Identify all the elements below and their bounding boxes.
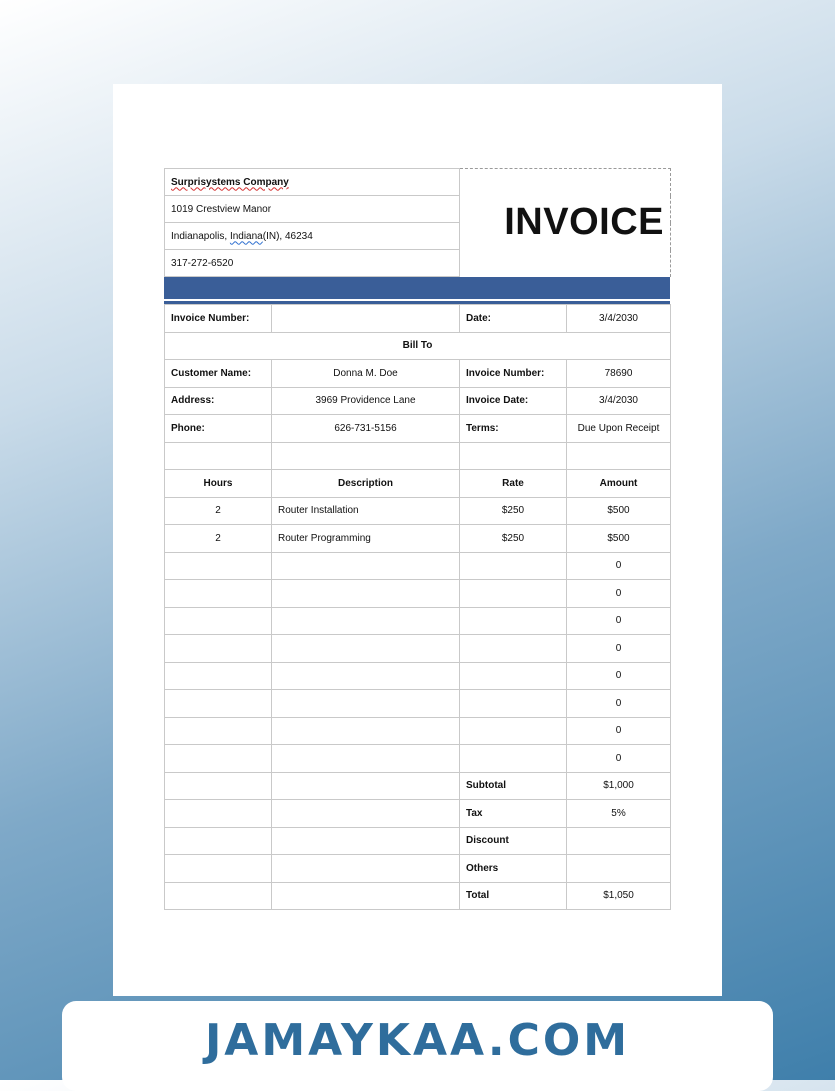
invoice-number-value xyxy=(272,305,460,333)
bill-value: 3969 Providence Lane xyxy=(272,387,460,415)
total-value xyxy=(567,855,671,883)
bill-value2: Due Upon Receipt xyxy=(567,415,671,443)
totals-row xyxy=(165,882,671,910)
total-label: Others xyxy=(460,855,567,883)
item-hours: 2 xyxy=(165,497,272,525)
bill-label2: Invoice Date: xyxy=(460,387,567,415)
empty-cell xyxy=(272,827,460,855)
item-amount: 0 xyxy=(567,580,671,608)
item-description xyxy=(272,717,460,745)
item-rate xyxy=(460,552,567,580)
company-name: Surprisystems Company xyxy=(171,176,289,188)
watermark-banner xyxy=(62,1001,773,1091)
item-amount: 0 xyxy=(567,607,671,635)
totals-row xyxy=(165,855,671,883)
hours-header: Hours xyxy=(165,470,272,498)
item-rate xyxy=(460,580,567,608)
item-hours: 2 xyxy=(165,525,272,553)
item-rate: $250 xyxy=(460,497,567,525)
total-value: $1,050 xyxy=(567,882,671,910)
invoice-sheet xyxy=(164,168,670,910)
item-hours xyxy=(165,717,272,745)
bill-to-row-phone xyxy=(165,415,671,443)
empty-cell xyxy=(272,800,460,828)
table-row xyxy=(165,580,671,608)
table-row xyxy=(165,497,671,525)
item-rate xyxy=(460,607,567,635)
date-label: Date: xyxy=(460,305,567,333)
header-band xyxy=(164,277,670,299)
table-row xyxy=(165,607,671,635)
total-label: Total xyxy=(460,882,567,910)
item-hours xyxy=(165,580,272,608)
item-amount: 0 xyxy=(567,662,671,690)
item-hours xyxy=(165,607,272,635)
company-phone: 317-272-6520 xyxy=(165,250,460,277)
totals-row xyxy=(165,772,671,800)
item-hours xyxy=(165,635,272,663)
item-amount: 0 xyxy=(567,690,671,718)
item-hours xyxy=(165,662,272,690)
item-rows xyxy=(165,497,671,772)
description-header: Description xyxy=(272,470,460,498)
bill-to-row-customer xyxy=(165,360,671,388)
item-rate xyxy=(460,690,567,718)
empty-cell xyxy=(272,855,460,883)
item-rate xyxy=(460,745,567,773)
invoice-table xyxy=(164,304,671,910)
empty-cell xyxy=(165,442,272,470)
item-description xyxy=(272,690,460,718)
table-row xyxy=(165,662,671,690)
empty-cell xyxy=(567,442,671,470)
bill-value2: 3/4/2030 xyxy=(567,387,671,415)
date-value: 3/4/2030 xyxy=(567,305,671,333)
item-description: Router Programming xyxy=(272,525,460,553)
item-rate xyxy=(460,662,567,690)
company-state: Indiana xyxy=(229,230,263,242)
bill-label: Phone: xyxy=(165,415,272,443)
total-label: Subtotal xyxy=(460,772,567,800)
bill-value: 626-731-5156 xyxy=(272,415,460,443)
company-header xyxy=(164,168,671,277)
company-address1: 1019 Crestview Manor xyxy=(165,196,460,223)
item-hours xyxy=(165,690,272,718)
invoice-title: INVOICE xyxy=(504,201,664,244)
spacer-row xyxy=(165,442,671,470)
item-description xyxy=(272,580,460,608)
company-city: Indianapolis, xyxy=(171,230,228,242)
meta-row xyxy=(165,305,671,333)
empty-cell xyxy=(165,827,272,855)
bill-label: Customer Name: xyxy=(165,360,272,388)
item-description: Router Installation xyxy=(272,497,460,525)
empty-cell xyxy=(165,882,272,910)
total-label: Discount xyxy=(460,827,567,855)
item-amount: $500 xyxy=(567,525,671,553)
bill-to-row xyxy=(165,332,671,360)
company-name-cell xyxy=(165,169,460,196)
empty-cell xyxy=(272,442,460,470)
item-amount: 0 xyxy=(567,635,671,663)
watermark-text: JAMAYKAA.COM xyxy=(204,1015,631,1066)
empty-cell xyxy=(272,882,460,910)
item-rate: $250 xyxy=(460,525,567,553)
table-row xyxy=(165,635,671,663)
rate-header: Rate xyxy=(460,470,567,498)
item-description xyxy=(272,662,460,690)
totals-row xyxy=(165,827,671,855)
bill-label: Address: xyxy=(165,387,272,415)
totals-row xyxy=(165,800,671,828)
table-row xyxy=(165,690,671,718)
empty-cell xyxy=(272,772,460,800)
total-rows xyxy=(165,772,671,910)
bill-value2: 78690 xyxy=(567,360,671,388)
invoice-number-label: Invoice Number: xyxy=(165,305,272,333)
total-value: 5% xyxy=(567,800,671,828)
item-amount: 0 xyxy=(567,552,671,580)
table-row xyxy=(165,525,671,553)
empty-cell xyxy=(460,442,567,470)
item-description xyxy=(272,745,460,773)
empty-cell xyxy=(165,855,272,883)
bill-to-heading: Bill To xyxy=(165,332,671,360)
item-amount: 0 xyxy=(567,717,671,745)
items-header-row xyxy=(165,470,671,498)
item-description xyxy=(272,635,460,663)
company-state-suffix: (IN), 46234 xyxy=(262,230,313,242)
item-amount: $500 xyxy=(567,497,671,525)
company-address2-cell xyxy=(165,223,460,250)
item-amount: 0 xyxy=(567,745,671,773)
item-rate xyxy=(460,635,567,663)
item-description xyxy=(272,552,460,580)
item-hours xyxy=(165,745,272,773)
bill-to-row-address xyxy=(165,387,671,415)
empty-cell xyxy=(165,772,272,800)
empty-cell xyxy=(165,800,272,828)
item-rate xyxy=(460,717,567,745)
bill-label2: Terms: xyxy=(460,415,567,443)
total-value xyxy=(567,827,671,855)
invoice-title-cell xyxy=(460,169,671,277)
table-row xyxy=(165,552,671,580)
bill-label2: Invoice Number: xyxy=(460,360,567,388)
total-value: $1,000 xyxy=(567,772,671,800)
table-row xyxy=(165,745,671,773)
item-hours xyxy=(165,552,272,580)
total-label: Tax xyxy=(460,800,567,828)
table-row xyxy=(165,717,671,745)
amount-header: Amount xyxy=(567,470,671,498)
item-description xyxy=(272,607,460,635)
bill-value: Donna M. Doe xyxy=(272,360,460,388)
